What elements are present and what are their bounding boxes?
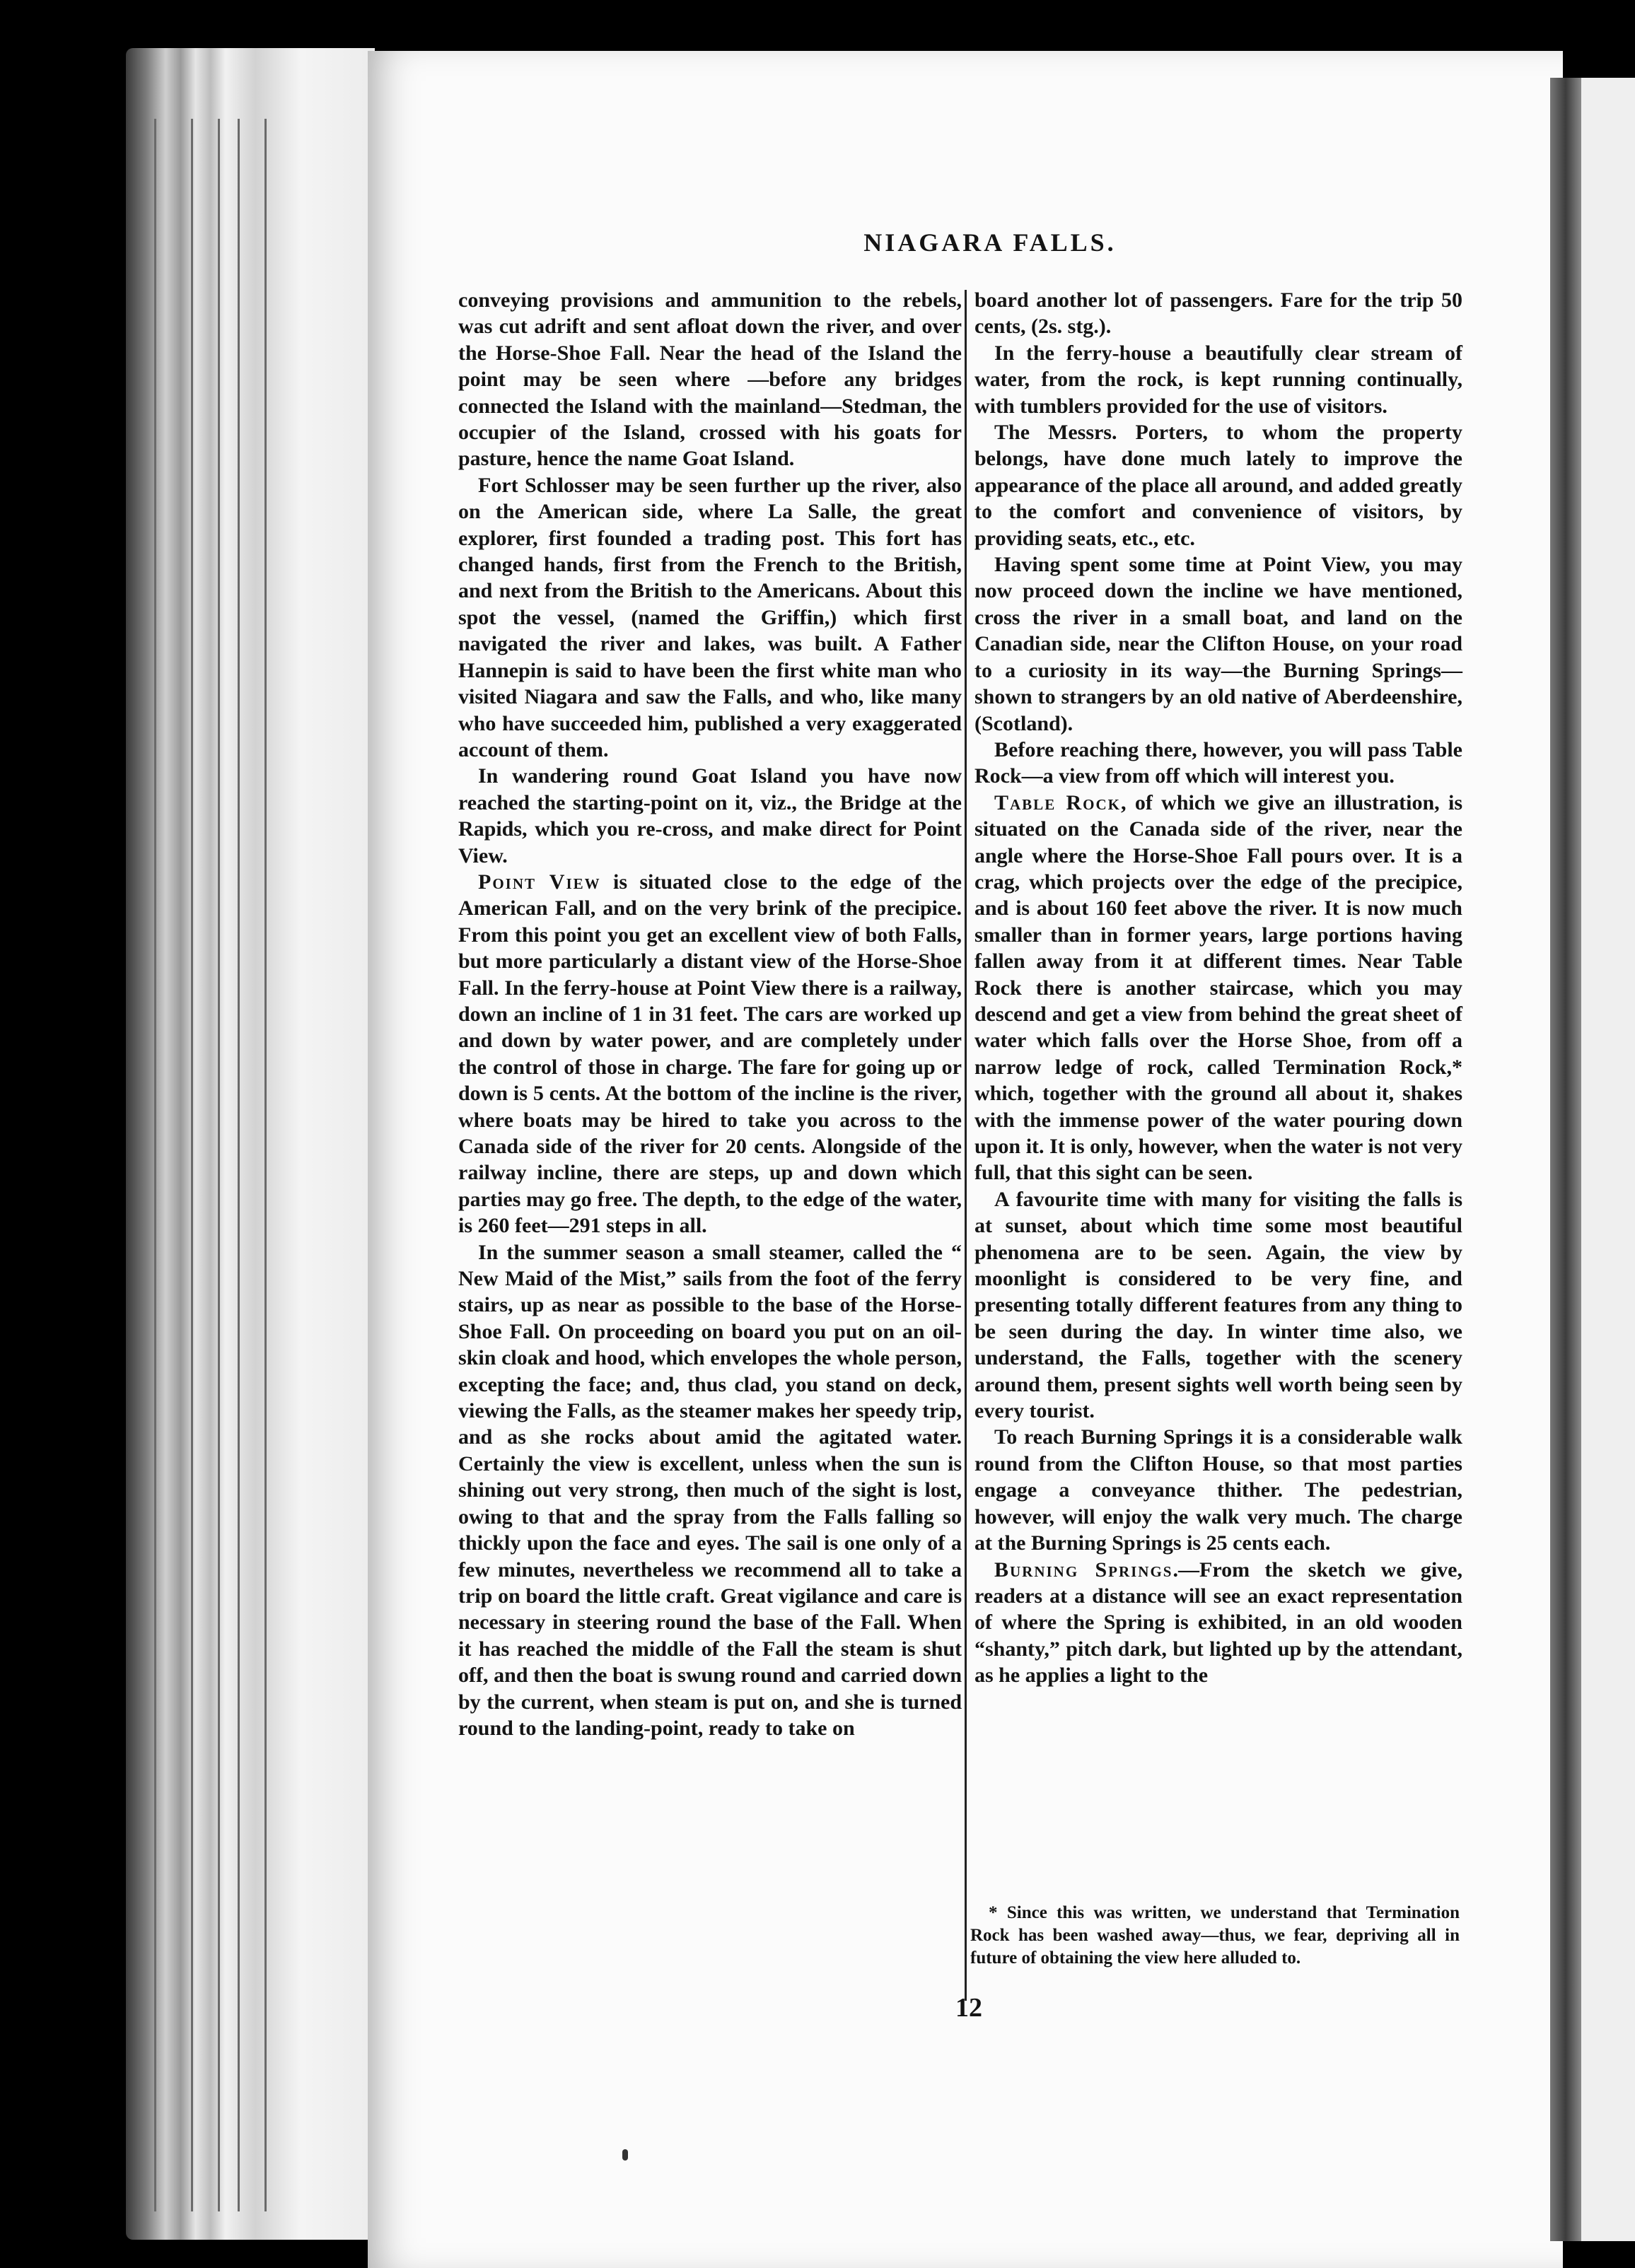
page-number: 12 — [955, 1993, 982, 2023]
left-column — [458, 287, 962, 1741]
next-page-edge — [1581, 78, 1635, 2241]
footnote — [970, 1902, 1460, 1970]
paragraph-text: is situated close to the edge of the American Fall, and on the very brink of the precipice. From this point you get an excellent view of both Falls, but more particularly a distant view of the Horse-Shoe Fall. In the ferry-house at Point View there is a railway, down an incline of 1 in 31 feet. The cars are worked up and down by water power, and are completely under the control of those in charge. The fare for going up or down is 5 cents. At the bottom of the incline is the river, where boats may be hired to take you across to the Canada side of the river for 20 cents. Alongside of the railway incline, there are steps, up and down which parties may go free. The depth, to the edge of the water, is 260 feet—291 steps in all. — [458, 870, 962, 1238]
paragraph: Before reaching there, however, you will pass Table Rock—a view from off which will interest you. — [974, 737, 1462, 788]
page-edges — [126, 48, 375, 2240]
section-lead: Burning Springs — [994, 1557, 1173, 1582]
edge-line — [154, 119, 156, 2211]
footnote-text: * Since this was written, we understand that Termination Rock has been washed away—thus, we fear, depriving all in future of obtaining the view here alluded to. — [970, 1903, 1460, 1968]
paragraph — [974, 790, 1462, 1186]
paragraph: In the summer season a small steamer, called the “ New Maid of the Mist,” sails from the foot of the ferry stairs, up as near as possible to the base of the Horse-Shoe Fall. On proceeding on board you put on an oil-skin cloak and hood, which envelopes the whole person, excepting the face; and, thus clad, you stand on deck, viewing the Falls, as the steamer makes her speedy trip, and as she rocks about amid the agitated water. Certainly the view is excellent, unless when the sun is shining out very strong, then much of the sight is lost, owing to that and the spray from the Falls falling so thickly upon the face and eyes. The sail is one only of a few minutes, nevertheless we recommend all to take a trip on board the little craft. Great vigilance and care is necessary in steering round the base of the Fall. When it has reached the middle of the Fall the steam is shut off, and then the boat is swung round and carried down by the current, when steam is put on, and she is turned round to the landing-point, ready to take on — [458, 1240, 962, 1740]
paragraph: Fort Schlosser may be seen further up the river, also on the American side, where La Salle, the great explorer, first founded a trading post. This fort has changed hands, first from the French to the British, and next from the British to the Americans. About this spot the vessel, (named the Griffin,) which first navigated the river and lakes, was built. A Father Hannepin is said to have been the first white man who visited Niagara and saw the Falls, and who, like many who have succeeded him, published a very exaggerated account of them. — [458, 473, 962, 761]
paragraph: board another lot of passengers. Fare for the trip 50 cents, (2s. stg.). — [974, 288, 1462, 339]
paragraph: Having spent some time at Point View, you may now proceed down the incline we have mentioned, cross the river in a small boat, and land on the Canadian side, near the Clifton House, on your road to a curiosity in its way—the Burning Springs—shown to strangers by an old native of Aberdeenshire, (Scotland). — [974, 553, 1462, 735]
paragraph: In the ferry-house a beautifully clear stream of water, from the rock, is kept running continually, with tumblers provided for the use of visitors. — [974, 341, 1462, 418]
right-column — [974, 287, 1462, 1689]
edge-line — [238, 119, 240, 2211]
paragraph: The Messrs. Porters, to whom the property belongs, have done much lately to improve the appearance of the place all around, and added greatly to the comfort and convenience of visitors, by providing seats, etc., etc. — [974, 421, 1462, 550]
paragraph — [458, 869, 962, 1239]
edge-line — [264, 119, 267, 2211]
paragraph-text: , of which we give an illustration, is situated on the Canada side of the river, near the angle where the Horse-Shoe Fall pours over. It is a crag, which projects over the edge of the precipice, and is about 160 feet above the river. It is now much smaller than in former years, large portions having fallen away from it at different times. Near Table Rock there is another staircase, which you may descend and get a view from behind the great sheet of water which falls over the Horse Shoe, from off a narrow ledge of rock, called Termination Rock,* which, together with the ground all about it, shakes with the immense power of the water pouring down upon it. It is only, however, when the water is not very full, that this sight can be seen. — [974, 790, 1462, 1185]
paragraph: conveying provisions and ammunition to the rebels, was cut adrift and sent afloat down the river, and over the Horse-Shoe Fall. Near the head of the Island the point may be seen where —before any bridges connected the Island with the mainland—Stedman, the occupier of the Island, crossed with his goats for pasture, hence the name Goat Island. — [458, 288, 962, 471]
ink-speck — [622, 2149, 628, 2161]
paragraph-text: .—From the sketch we give, readers at a distance will see an exact representation of where the Spring is exhibited, in an old wooden “shanty,” pitch dark, but lighted up by the attendant, as he applies a light to the — [974, 1557, 1462, 1688]
binding-strip — [1550, 78, 1581, 2241]
paragraph: A favourite time with many for visiting the falls is at sunset, about which time some most beautiful phenomena are to be seen. Again, the view by moonlight is considered to be very fine, and presenting totally different features from any thing to be seen during the day. In winter time also, we understand, the Falls, together with the scenery around them, present sights well worth being seen by every tourist. — [974, 1187, 1462, 1423]
paragraph — [974, 1557, 1462, 1689]
edge-line — [218, 119, 220, 2211]
section-lead: Table Rock — [994, 790, 1122, 814]
edge-line — [191, 119, 193, 2211]
paragraph: To reach Burning Springs it is a considerable walk round from the Clifton House, so that most parties engage a conveyance thither. The pedestrian, however, will enjoy the walk very much. The charge at the Burning Springs is 25 cents each. — [974, 1425, 1462, 1555]
paragraph: In wandering round Goat Island you have now reached the starting-point on it, viz., the Bridge at the Rapids, which you re-cross, and make direct for Point View. — [458, 764, 962, 867]
section-lead: Point View — [478, 870, 601, 894]
column-divider — [965, 290, 967, 2001]
running-title: NIAGARA FALLS. — [863, 228, 1117, 257]
